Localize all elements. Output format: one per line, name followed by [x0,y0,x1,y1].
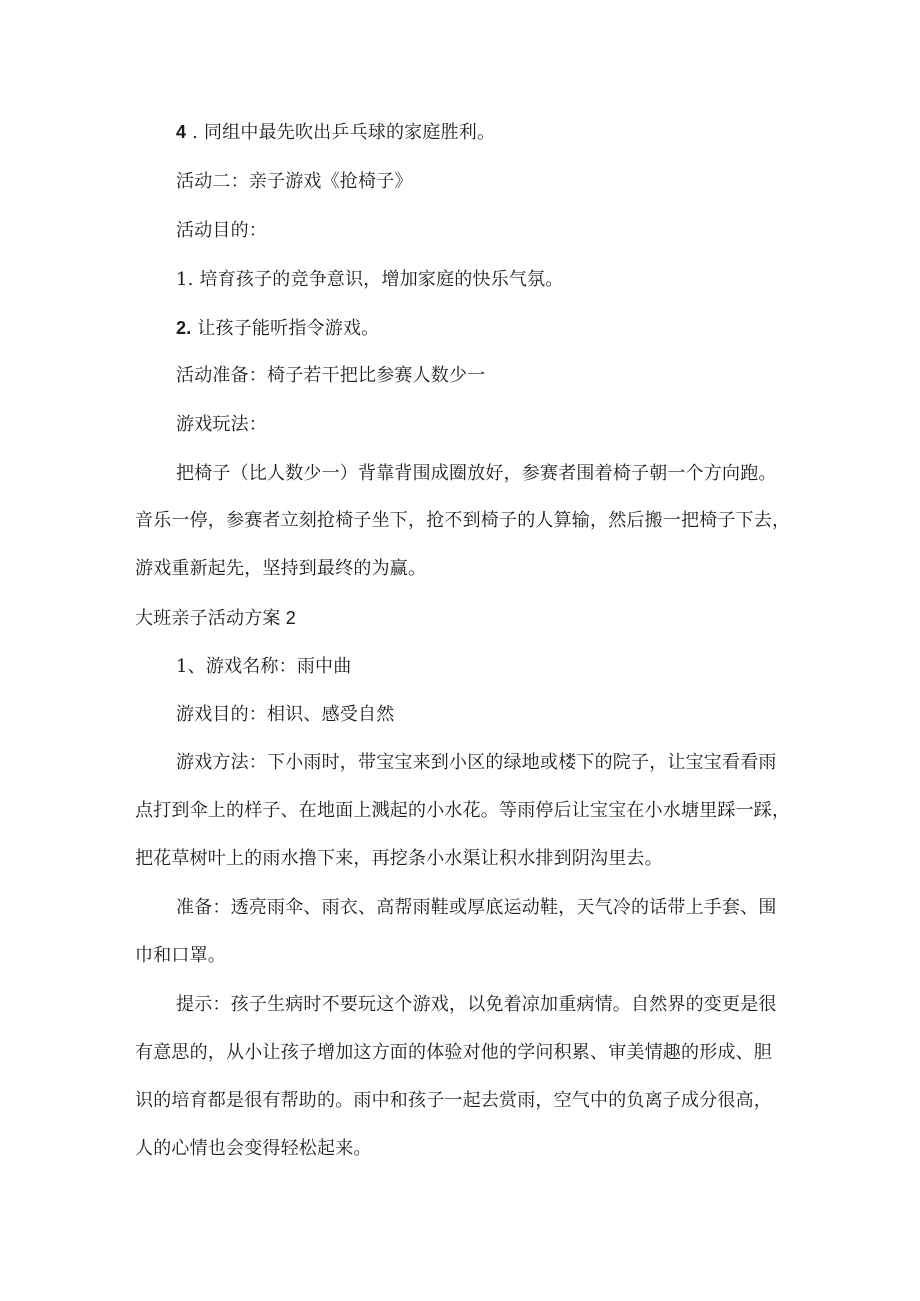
activity-two-title: 活动二：亲子游戏《抢椅子》 [176,171,413,192]
game-method-line-1: 游戏方法：下小雨时，带宝宝来到小区的绿地或楼下的院子，让宝宝看看雨 [176,752,777,773]
game-method-line-2: 点打到伞上的样子、在地面上溅起的小水花。等雨停后让宝宝在小水塘里踩一踩， [135,800,791,821]
tip-line-3: 识的培育都是很有帮助的。雨中和孩子一起去赏雨，空气中的负离子成分很高， [135,1090,772,1111]
purpose-item-2 [176,316,379,341]
game-name: 1、游戏名称：雨中曲 [176,656,352,677]
tip-line-1: 提示：孩子生病时不要玩这个游戏，以免着凉加重病情。自然界的变更是很 [176,994,777,1015]
game-rules-label: 游戏玩法： [176,414,267,435]
game-purpose: 游戏目的：相识、感受自然 [176,704,395,725]
game-rules-text-line-2: 音乐一停，参赛者立刻抢椅子坐下，抢不到椅子的人算输，然后搬一把椅子下去， [135,510,791,531]
list-number: 2. [176,318,192,338]
paragraph-rule-4 [176,120,495,145]
tip-line-4: 人的心情也会变得轻松起来。 [135,1138,372,1159]
preparation-line-1: 准备：透亮雨伞、雨衣、高帮雨鞋或厚底运动鞋，天气冷的话带上手套、围 [176,897,777,918]
game-rules-text-line-1: 把椅子（比人数少一）背靠背围成圈放好，参赛者围着椅子朝一个方向跑。 [176,463,777,484]
game-method-line-3: 把花草树叶上的雨水撸下来，再挖条小水渠让积水排到阴沟里去。 [135,848,663,869]
section-heading: 大班亲子活动方案 2 [135,608,297,628]
activity-purpose-label: 活动目的： [176,220,267,241]
purpose-item-1: 1. 培育孩子的竞争意识，增加家庭的快乐气氛。 [176,269,564,290]
activity-preparation: 活动准备：椅子若干把比参赛人数少一 [176,365,486,386]
game-rules-text-line-3: 游戏重新起先，坚持到最终的为赢。 [135,558,427,579]
list-number: 4 [176,122,187,142]
preparation-line-2: 巾和口罩。 [135,945,226,966]
paragraph-text: 让孩子能听指令游戏。 [191,318,380,339]
tip-line-2: 有意思的，从小让孩子增加这方面的体验对他的学问积累、审美情趣的形成、胆 [135,1042,772,1063]
paragraph-text: . 同组中最先吹出乒乓球的家庭胜利。 [186,122,496,143]
